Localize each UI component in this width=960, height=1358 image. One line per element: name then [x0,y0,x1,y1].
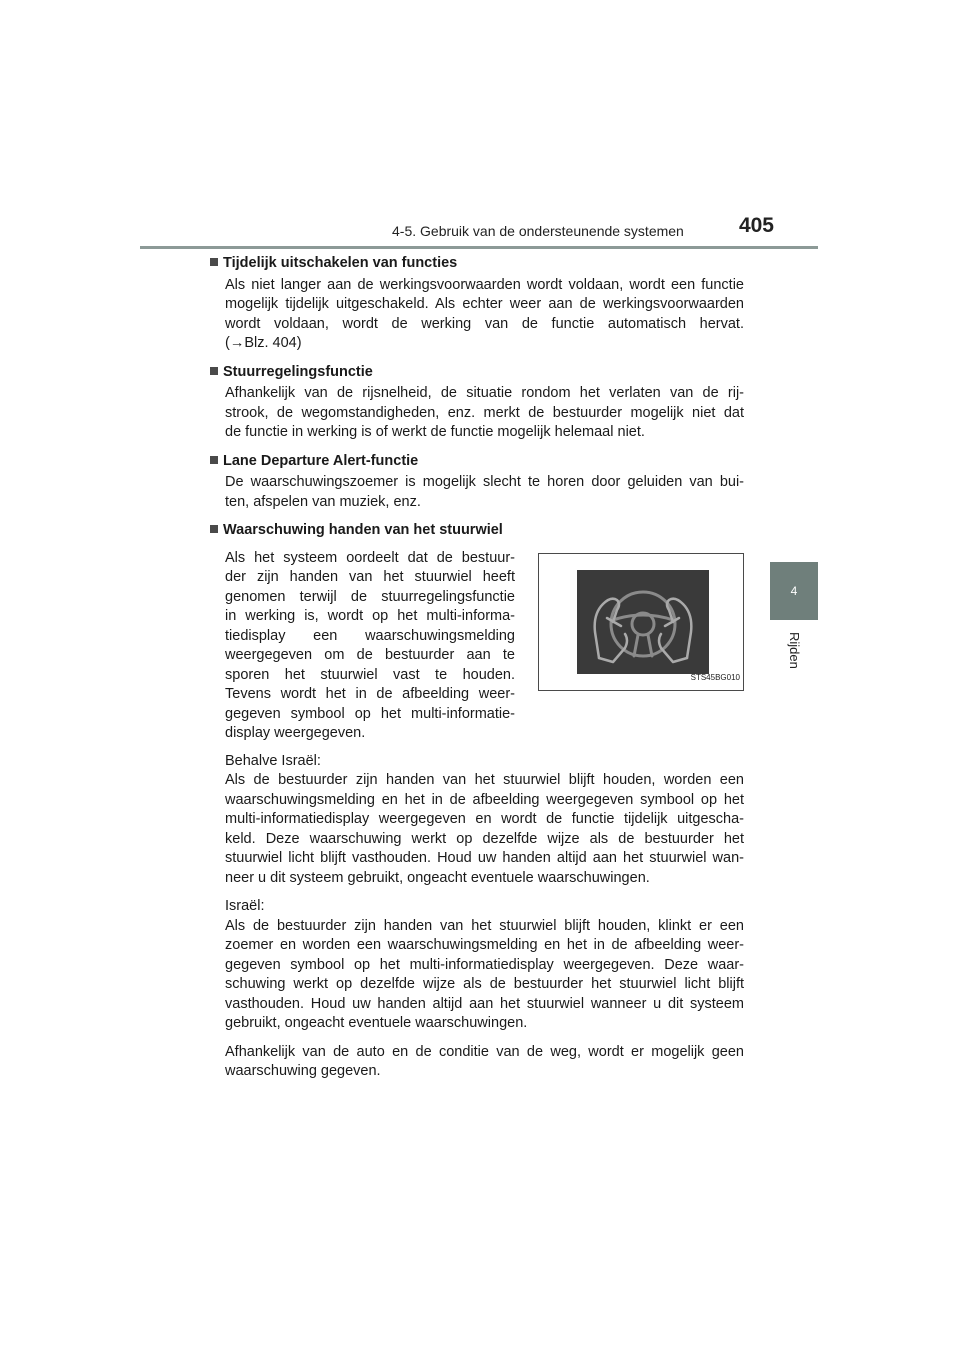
chapter-tab: 4 [770,562,818,620]
page-number: 405 [738,214,774,237]
heading-lane-departure-alert: Lane Departure Alert-functie [210,452,744,472]
paragraph-except-israel: Behalve Israël: Als de bestuurder zijn handen van het stuurwiel blijft houden, worden een waarschuwingsmelding en het in de afbeelding weergegeven symbool op het multi-informatiedisplay weergegeven en wordt de functie tijdelijk uitgescha- keld. Deze waarschuwing werkt op dezelfde wijze als de bestuurder het stuurwiel licht blijft vasthouden. Houd uw handen altijd aan het stuurwiel wan- neer u dit systeem gebruikt, ongeacht eventuele waarschuwingen. [225,752,744,886]
bullet-square-icon [210,367,218,375]
bullet-square-icon [210,525,218,533]
bullet-square-icon [210,456,218,464]
figure-code: STS45BG010 [690,673,740,682]
paragraph-no-warning-note: Afhankelijk van de auto en de conditie van de weg, wordt er mogelijk geen waarschuwing gegeven. [225,1043,744,1079]
heading-temporary-disable: Tijdelijk uitschakelen van functies [210,254,744,274]
section-title: 4-5. Gebruik van de ondersteunende systemen [392,223,684,239]
bullet-square-icon [210,258,218,266]
page-content [210,254,744,1082]
paragraph-hands-off-description: Als het systeem oordeelt dat de bestuur- der zijn handen van het stuurwiel heeft genomen terwijl de stuurregelingsfunctie in werking is, wordt op het multi-informa- tiedisplay een waarschuwingsmelding weergegeven om de bestuurder aan te sporen het stuurwiel vast te houden. Tevens wordt het in de afbeelding weer- gegeven symbool op het multi-informatie- display weergegeven. [225,549,515,741]
display-screen [577,570,709,674]
warning-with-figure [225,549,744,744]
heading-hands-off-warning: Waarschuwing handen van het stuurwiel [210,521,744,541]
paragraph-lane-departure-alert: De waarschuwingszoemer is mogelijk slecht te horen door geluiden van bui- ten, afspelen van muziek, enz. [225,474,744,510]
paragraph-temporary-disable: Als niet langer aan de werkingsvoorwaarden wordt voldaan, wordt een functie mogelijk tijdelijk uitgeschakeld. Als echter weer aan de werkingsvoorwaarden wordt voldaan, wordt de werking van de functie automatisch hervat. (→Blz. 404) [225,276,744,351]
heading-steering-control: Stuurregelingsfunctie [210,363,744,383]
page-header [140,214,818,249]
hands-on-steering-wheel-icon [577,570,709,674]
figure-hands-off-warning [538,553,744,691]
paragraph-steering-control: Afhankelijk van de rijsnelheid, de situatie rondom het verlaten van de rij- strook, de wegomstandigheden, enz. merkt de bestuurder mogelijk niet dat de functie in werking is of werkt de functie mogelijk helemaal niet. [225,385,744,440]
paragraph-israel: Israël: Als de bestuurder zijn handen van het stuurwiel blijft houden, klinkt er een zoemer en worden een waarschuwingsmelding en het in de afbeelding weer- gegeven symbool op het multi-informatiedisplay weergegeven. Deze waar- schuwing werkt op dezelfde wijze als de bestuurder het stuurwiel licht blijft vasthouden. Houd uw handen altijd aan het stuurwiel wanneer u dit systeem gebruikt, ongeacht eventuele waarschuwingen. [225,898,744,1031]
chapter-label: Rijden [787,632,802,669]
